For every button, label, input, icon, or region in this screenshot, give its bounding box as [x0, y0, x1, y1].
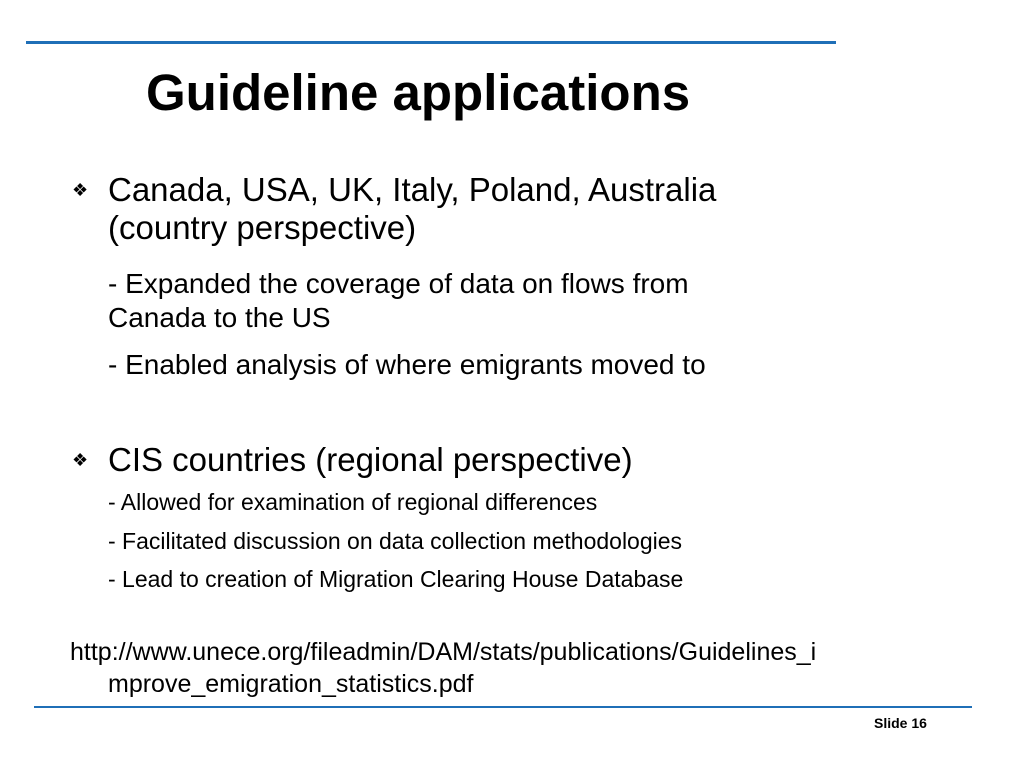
sub-item-line1: - Expanded the coverage of data on flows from [108, 268, 689, 299]
sub-item-line1: - Allowed for examination of regional differences [108, 489, 598, 515]
slide-title: Guideline applications [146, 64, 691, 121]
diamond-bullet-icon: ❖ [72, 180, 89, 200]
sub-item-coverage [108, 267, 848, 335]
bullet-text-line1: CIS countries (regional perspective) [108, 441, 633, 478]
sub-item-line1: - Facilitated discussion on data collection methodologies [108, 528, 683, 554]
sub-item-methodologies [108, 527, 848, 555]
slide-number: Slide 16 [874, 715, 927, 731]
reference-link-line2[interactable]: mprove_emigration_statistics.pdf [108, 670, 474, 698]
diamond-bullet-icon: ❖ [72, 450, 89, 470]
bullet-text-line1: Canada, USA, UK, Italy, Poland, Australia [108, 171, 717, 208]
sub-item-line1: - Lead to creation of Migration Clearing House Database [108, 566, 684, 592]
bullet-text-line2: (country perspective) [108, 209, 417, 246]
bottom-divider [34, 706, 972, 708]
sub-item-line1: - Enabled analysis of where emigrants moved to [108, 349, 706, 380]
bullet-item-cis [72, 441, 868, 479]
sub-item-analysis [108, 348, 848, 382]
sub-item-database [108, 565, 848, 593]
bullet-item-countries [72, 171, 868, 247]
sub-item-regional [108, 488, 848, 516]
reference-link-line1[interactable]: http://www.unece.org/fileadmin/DAM/stats/publications/Guidelines_i [70, 638, 817, 666]
reference-link[interactable] [70, 636, 950, 700]
top-divider [26, 41, 836, 44]
sub-item-line2: Canada to the US [108, 302, 331, 333]
